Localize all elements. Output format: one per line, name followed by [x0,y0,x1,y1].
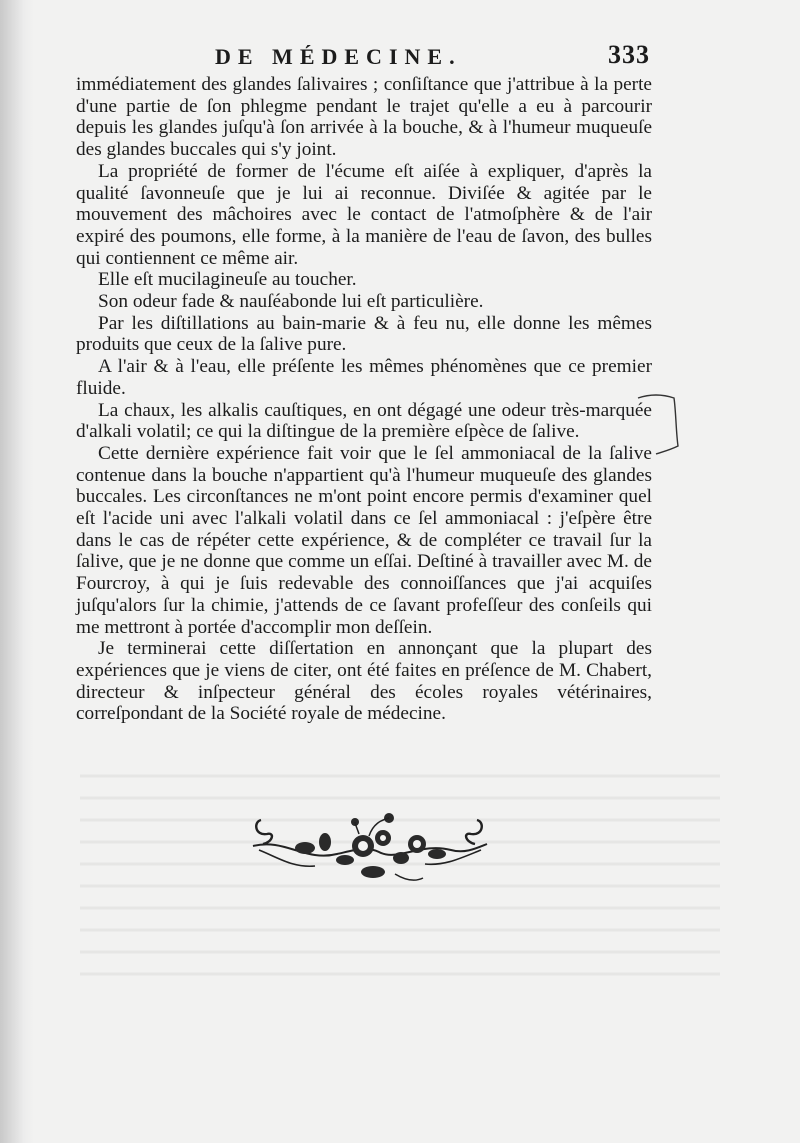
paragraph-experiment: Cette dernière expérience fait voir que le ſel ammoniacal de la ſalive contenue dans la bouche n'appartient qu'à l'humeur muqueuſe des glandes buccales. Les circonſtances ne m'ont point encore permis d'examiner quel eſt l'acide uni avec l'alkali volatil dans ce ſel ammoniacal : j'eſpère être dans le cas de répéter cette expérience, & de compléter ce travail ſur la ſalive, que je ne donne que comme un eſſai. Deſtiné à travailler avec M. de Fourcroy, à qui je ſuis redevable des connoiſſances que j'ai acquiſes juſqu'alors ſur la chimie, j'attends de ce ſavant profeſſeur des conſeils qui me mettront à portée d'accomplir mon deſſein. [76,442,652,638]
running-title: DE MÉDECINE. [215,44,462,69]
paragraph-mucilage: Elle eſt mucilagineuſe au toucher. [98,269,357,291]
paragraph-conclusion: Je terminerai cette diſſertation en annonçant que la plupart des expériences que je viens de citer, ont été faites en préſence de M. Chabert, directeur & inſpecteur général des écoles royales vétérinaires, correſpondant de la Société royale de médecine. [76,638,652,725]
paragraph-air-water: A l'air & à l'eau, elle préſente les mêmes phénomènes que ce premier fluide. [76,356,652,399]
paragraph-lime: La chaux, les alkalis cauſtiques, en ont dégagé une odeur très-marquée d'alkali volatil; ce qui la diſtingue de la première eſpèce de ſalive. [76,399,652,443]
paragraph-continuation: immédiatement des glandes ſalivaires ; conſiſtance que j'attribue à la perte d'une partie de ſon phlegme pendant le trajet qu'elle a eu à parcourir depuis les glandes juſqu'à ſon arrivée à la bouche, & à l'humeur muqueuſe des glandes buccales qui s'y joint. [76,74,652,161]
paragraph-foam: La propriété de former de l'écume eſt aiſée à expliquer, d'après la qualité ſavonneuſe que je lui ai reconnue. Diviſée & agitée par le mouvement des mâchoires avec le contact de l'atmoſphère & de l'air expiré des poumons, elle forme, à la manière de l'eau de ſavon, des bulles qui contiennent ce même air. [76,160,652,269]
floral-ornament-icon [245,808,495,888]
body-text [76,74,652,725]
handwritten-bracket-mark [636,392,684,460]
paragraph-distillation: Par les diſtillations au bain-marie & à feu nu, elle donne les mêmes produits que ceux de la ſalive pure. [76,312,652,356]
binding-shadow [0,0,34,1143]
page-number: 333 [608,40,650,69]
paragraph-odour: Son odeur fade & nauſéabonde lui eſt particulière. [98,291,484,313]
